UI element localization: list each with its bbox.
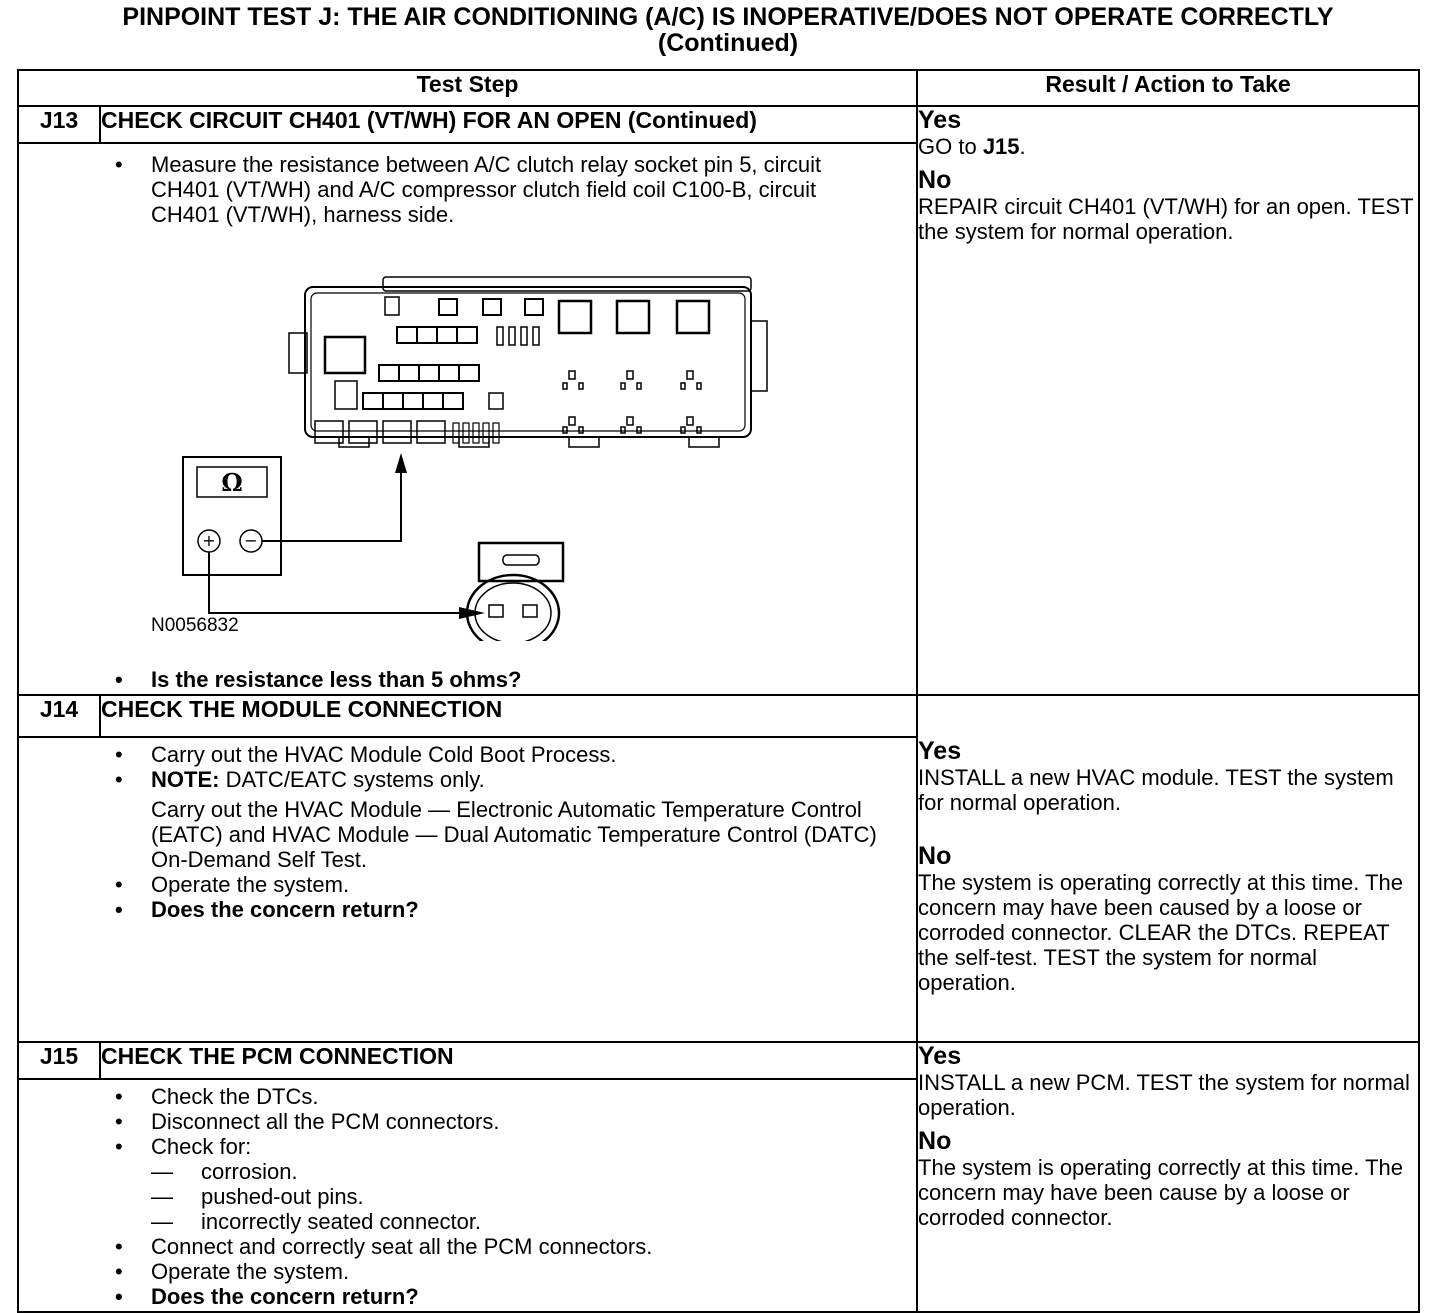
j14-note-label: NOTE: xyxy=(151,767,220,793)
j13-yes-action xyxy=(918,134,1418,159)
j14-yes-label: Yes xyxy=(918,737,962,765)
j14-question: • Does the concern return? xyxy=(19,897,916,922)
j15-step-connect: • Connect and correctly seat all the PCM connectors. xyxy=(19,1234,916,1259)
j14-note-continuation: Carry out the HVAC Module — Electronic Automatic Temperature Control (EATC) and HVAC Module — Dual Automatic Temperature Control (DATC) On-Demand Self Test. xyxy=(151,797,877,873)
ohm-symbol: Ω xyxy=(221,468,243,497)
j15-question: • Does the concern return? xyxy=(19,1284,916,1309)
title-line-2: (Continued) xyxy=(657,29,799,57)
j15-sub-pushed-out-pins: — pushed-out pins. xyxy=(19,1184,916,1209)
j14-step-operate: • Operate the system. xyxy=(19,872,916,897)
j15-step-disconnect: • Disconnect all the PCM connectors. xyxy=(19,1109,916,1134)
result-j14 xyxy=(917,695,1419,1042)
j15-sub-incorrectly-seated: — incorrectly seated connector. xyxy=(19,1209,916,1234)
step-number-j13: J13 xyxy=(18,106,100,143)
step-body-j15 xyxy=(18,1079,917,1312)
step-j14-title-row xyxy=(18,695,1419,737)
j15-step-check-for: • Check for: xyxy=(19,1134,916,1159)
j15-sub-corrosion: — corrosion. xyxy=(19,1159,916,1184)
j14-note-text: DATC/EATC systems only. xyxy=(219,767,485,793)
j14-step-note xyxy=(19,767,916,792)
junction-box-outline xyxy=(305,287,751,437)
step-j13-title-row xyxy=(18,106,1419,143)
j15-yes-label: Yes xyxy=(918,1042,962,1070)
pinpoint-test-table xyxy=(17,69,1420,1313)
j15-step-check-dtcs: • Check the DTCs. xyxy=(19,1084,916,1109)
result-j13 xyxy=(917,106,1419,695)
j13-yes-target: J15 xyxy=(982,134,1020,159)
step-body-j13 xyxy=(18,143,917,695)
step-j15-title-row xyxy=(18,1042,1419,1079)
page-title xyxy=(0,4,1456,56)
j13-yes-prefix: GO to xyxy=(918,134,983,159)
step-body-j14 xyxy=(18,737,917,1042)
header-result-action: Result / Action to Take xyxy=(917,70,1419,106)
resistance-measurement-diagram xyxy=(139,241,779,641)
j13-no-label: No xyxy=(918,166,952,194)
figure-code: N0056832 xyxy=(151,615,239,636)
j14-step-cold-boot: • Carry out the HVAC Module Cold Boot Process. xyxy=(19,742,916,767)
svg-text:+: + xyxy=(202,531,216,550)
step-title-j15: CHECK THE PCM CONNECTION xyxy=(100,1042,917,1079)
svg-text:−: − xyxy=(244,531,258,550)
table-header-row xyxy=(18,70,1419,106)
j13-figure xyxy=(19,241,916,661)
step-title-j14: CHECK THE MODULE CONNECTION xyxy=(100,695,917,737)
title-line-1: PINPOINT TEST J: THE AIR CONDITIONING (A/C) IS INOPERATIVE/DOES NOT OPERATE CORRECTLY xyxy=(122,3,1334,31)
j15-step-operate: • Operate the system. xyxy=(19,1259,916,1284)
result-j15 xyxy=(917,1042,1419,1312)
j15-no-label: No xyxy=(918,1127,952,1155)
j13-no-action: REPAIR circuit CH401 (VT/WH) for an open. TEST the system for normal operation. xyxy=(918,194,1414,244)
step-title-j13: CHECK CIRCUIT CH401 (VT/WH) FOR AN OPEN (Continued) xyxy=(100,106,917,143)
j13-yes-label: Yes xyxy=(918,106,962,134)
j14-no-action: The system is operating correctly at this time. The concern may have been caused by a loose or corroded connector. CLEAR the DTCs. REPEAT the self-test. TEST the system for normal operation. xyxy=(918,870,1404,995)
j14-yes-action: INSTALL a new HVAC module. TEST the system for normal operation. xyxy=(918,765,1394,815)
step-number-j15: J15 xyxy=(18,1042,100,1079)
j15-yes-action: INSTALL a new PCM. TEST the system for normal operation. xyxy=(918,1070,1410,1120)
step-number-j14: J14 xyxy=(18,695,100,737)
j15-no-action: The system is operating correctly at this time. The concern may have been cause by a loose or corroded connector. xyxy=(918,1155,1404,1230)
j13-question: • Is the resistance less than 5 ohms? xyxy=(19,667,916,692)
j13-yes-suffix: . xyxy=(1019,134,1026,159)
header-test-step: Test Step xyxy=(18,70,917,106)
j14-no-label: No xyxy=(918,842,952,870)
j13-step-measure: • Measure the resistance between A/C clutch relay socket pin 5, circuit CH401 (VT/WH) and A/C compressor clutch field coil C100-B, circuit CH401 (VT/WH), harness side. xyxy=(19,152,916,227)
